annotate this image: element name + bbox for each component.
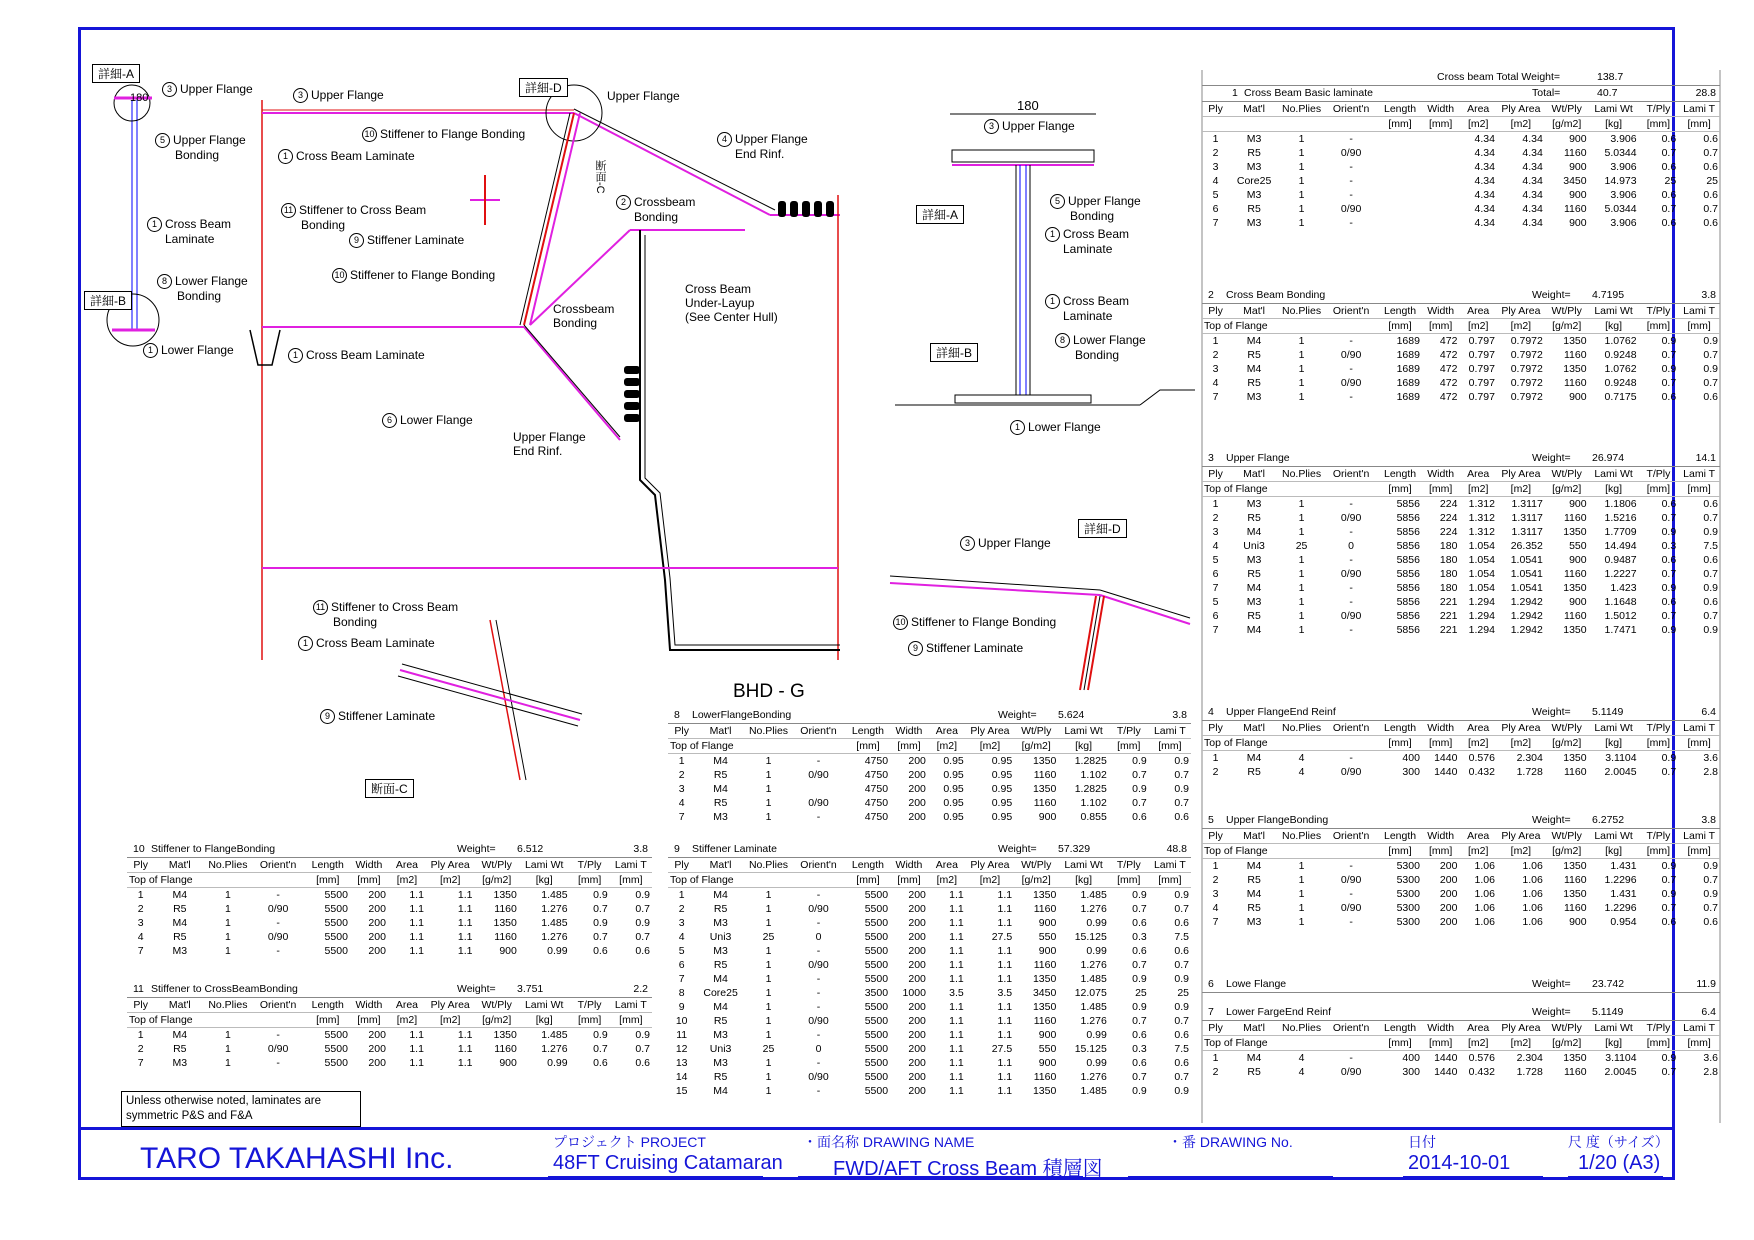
table-row: 2 R5 1 0/90 5500 200 1.1 1.1 1160 1.276 0.7 0.7	[137, 1043, 650, 1055]
label-upper-flange-d: 3 Upper Flange	[960, 536, 1051, 551]
detail-a-tag: 詳細-A	[92, 64, 140, 83]
table-row: 9 M4 1 - 5500 200 1.1 1.1 1350 1.485 0.9 0.9	[678, 1001, 1189, 1013]
main-section-drawing	[250, 85, 840, 660]
table-upper-flange	[1202, 451, 1720, 637]
label-cross-beam-laminate-2: 1 Cross Beam Laminate	[288, 348, 425, 363]
label-cross-beam-laminate-a: 1 Cross Beam Laminate	[147, 217, 231, 246]
label-stiffener-to-cross-1: 11 Stiffener to Cross Beam Bonding	[281, 203, 426, 232]
table-row: 7 M4 1 - 5856 180 1.054 1.0541 1350 1.423 0.9 0.9	[1212, 582, 1718, 594]
table-row: 5 M3 1 - 5500 200 1.1 1.1 900 0.99 0.6 0.6	[678, 945, 1189, 957]
header-row: Ply Mat'l No.Plies Orient'n Length Width Area Ply Area Wt/Ply Lami Wt T/Ply Lami T	[1202, 829, 1720, 844]
detail-d-tag-main: 詳細-D	[519, 78, 568, 97]
table-title-row: 6 Lowe Flange Weight= 23.742 11.9	[1202, 977, 1720, 993]
table-stiffener-laminate	[668, 842, 1191, 1098]
scale-label: 尺 度（サイズ）	[1568, 1134, 1669, 1150]
label-upper-flange-end: 4 Upper Flange End Rinf.	[717, 132, 808, 161]
table-upper-flange-bonding	[1202, 813, 1720, 929]
detail-b-tag-ibeam: 詳細-B	[930, 343, 978, 362]
header-row: Ply Mat'l No.Plies Orient'n Length Width Area Ply Area Wt/Ply Lami Wt T/Ply Lami T	[1202, 1021, 1720, 1036]
table-title-row: 2 Cross Beam Bonding Weight= 4.7195 3.8	[1202, 288, 1720, 304]
label-cross-beam-laminate-1: 1 Cross Beam Laminate	[278, 149, 415, 164]
table-row: 2 R5 1 0/90 1689 472 0.797 0.7972 1160 0.9248 0.7 0.7	[1212, 349, 1718, 361]
table-row: 5 M3 1 - 4.34 4.34 900 3.906 0.6 0.6	[1212, 189, 1718, 201]
label-cross-beam-laminate-3: 1 Cross Beam Laminate	[298, 636, 435, 651]
label-upper-flange-a: 3 Upper Flange	[162, 82, 253, 97]
table-row: 2 R5 1 0/90 5856 224 1.312 1.3117 1160 1.5216 0.7 0.7	[1212, 512, 1718, 524]
drawing-name-label: ・面名称 DRAWING NAME	[803, 1134, 975, 1150]
label-crossbeam-bonding-2: Crossbeam Bonding	[553, 302, 615, 330]
table-row: 7 M3 1 - 5500 200 1.1 1.1 900 0.99 0.6 0.6	[137, 945, 650, 957]
general-note: Unless otherwise noted, laminates are symmetric P&S and F&A	[121, 1091, 361, 1127]
label-upper-flange-main: 3 Upper Flange	[293, 88, 384, 103]
table-row: 13 M3 1 - 5500 200 1.1 1.1 900 0.99 0.6 0.6	[675, 1057, 1189, 1069]
table-row: 4 Uni3 25 0 5856 180 1.054 26.352 550 14.494 0.3 7.5	[1212, 540, 1718, 552]
unit-row: Top of Flange [mm] [mm] [m2] [m2] [g/m2] [kg] [mm] [mm]	[1202, 736, 1720, 751]
table-row: 1 M3 1 - 4.34 4.34 900 3.906 0.6 0.6	[1212, 133, 1718, 145]
table-lower-flange-bonding	[668, 708, 1191, 824]
table-row: 2 R5 4 0/90 300 1440 0.432 1.728 1160 2.0045 0.7 2.8	[1212, 766, 1718, 778]
table-row: 2 R5 4 0/90 300 1440 0.432 1.728 1160 2.0045 0.7 2.8	[1212, 1066, 1718, 1078]
table-row: 3 M4 1 - 5856 224 1.312 1.3117 1350 1.7709 0.9 0.9	[1212, 526, 1718, 538]
label-lower-flange-a: 1 Lower Flange	[143, 343, 234, 358]
table-row: 6 R5 1 0/90 5856 180 1.054 1.0541 1160 1.2227 0.7 0.7	[1212, 568, 1718, 580]
detail-d-tag: 詳細-D	[1078, 519, 1127, 538]
label-cross-beam-ibeam-1: 1 Cross Beam Laminate	[1045, 227, 1129, 256]
table-row: 7 M4 1 - 5500 200 1.1 1.1 1350 1.485 0.9 0.9	[678, 973, 1189, 985]
label-lower-flange-bonding-a: 8 Lower Flange Bonding	[157, 274, 248, 303]
bhd-title: BHD - G	[733, 681, 805, 702]
table-row: 7 M3 1 - 1689 472 0.797 0.7972 900 0.7175 0.6 0.6	[1212, 391, 1718, 403]
table-row: 2 R5 1 0/90 5300 200 1.06 1.06 1160 1.2296 0.7 0.7	[1212, 874, 1718, 886]
laminate-table	[1202, 467, 1720, 637]
table-row: 11 M3 1 - 5500 200 1.1 1.1 900 0.99 0.6 0.6	[676, 1029, 1189, 1041]
laminate-table	[127, 858, 652, 958]
laminate-table	[1202, 1021, 1720, 1079]
unit-row: Top of Flange [mm] [mm] [m2] [m2] [g/m2] [kg] [mm] [mm]	[1202, 482, 1720, 497]
table-row: 1 M4 1 - 5500 200 1.1 1.1 1350 1.485 0.9 0.9	[137, 889, 650, 901]
table-row: 1 M4 4 - 400 1440 0.576 2.304 1350 3.1104 0.9 3.6	[1212, 752, 1718, 764]
table-row: 7 M3 1 - 5500 200 1.1 1.1 900 0.99 0.6 0.6	[137, 1057, 650, 1069]
label-stiffener-laminate-d: 9 Stiffener Laminate	[908, 641, 1023, 656]
table-row: 14 R5 1 0/90 5500 200 1.1 1.1 1160 1.276 0.7 0.7	[675, 1071, 1189, 1083]
table-title-row: 3 Upper Flange Weight= 26.974 14.1	[1202, 451, 1720, 467]
table-row: 1 M4 1 - 5500 200 1.1 1.1 1350 1.485 0.9 0.9	[137, 1029, 650, 1041]
table-title-row: 8 LowerFlangeBonding Weight= 5.624 3.8	[668, 708, 1191, 724]
table-row: 6 R5 1 0/90 5500 200 1.1 1.1 1160 1.276 0.7 0.7	[678, 959, 1189, 971]
table-row: 7 M3 1 - 4750 200 0.95 0.95 900 0.855 0.6 0.6	[678, 811, 1189, 823]
project-name: 48FT Cruising Catamaran	[553, 1152, 783, 1174]
table-row: 6 R5 1 0/90 4.34 4.34 1160 5.0344 0.7 0.7	[1212, 203, 1718, 215]
table-row: 3 M3 1 - 5500 200 1.1 1.1 900 0.99 0.6 0.6	[678, 917, 1189, 929]
laminate-table	[668, 858, 1191, 1098]
detail-a-tag-ibeam: 詳細-A	[916, 205, 964, 224]
table-row: 2 R5 1 0/90 5500 200 1.1 1.1 1160 1.276 0.7 0.7	[137, 903, 650, 915]
table-title-row: 4 Upper FlangeEnd Reinf Weight= 5.1149 6.4	[1202, 705, 1720, 721]
dim-180-ibeam: 180	[1017, 98, 1039, 113]
label-upper-flange-bonding-ibeam: 5 Upper Flange Bonding	[1050, 194, 1141, 223]
table-lower-flange	[1202, 977, 1720, 993]
table-row: 1 M4 4 - 400 1440 0.576 2.304 1350 3.1104 0.9 3.6	[1212, 1052, 1718, 1064]
label-stiffener-to-flange-2: 10 Stiffener to Flange Bonding	[332, 268, 495, 283]
laminate-table	[668, 724, 1191, 824]
table-head-total: Cross beam Total Weight= 138.7	[1202, 70, 1720, 86]
table-lower-flange-end-reinf	[1202, 1005, 1720, 1079]
table-cross-beam-basic	[1202, 70, 1720, 230]
table-title-row: 9 Stiffener Laminate Weight= 57.329 48.8	[668, 842, 1191, 858]
drawing-scale: 1/20 (A3)	[1578, 1152, 1661, 1174]
table-row: 1 M3 1 - 5856 224 1.312 1.3117 900 1.1806 0.6 0.6	[1212, 498, 1718, 510]
table-row: 1 M4 1 - 1689 472 0.797 0.7972 1350 1.0762 0.9 0.9	[1212, 335, 1718, 347]
header-row: Ply Mat'l No.Plies Orient'n Length Width Area Ply Area Wt/Ply Lami Wt T/Ply Lami T	[1202, 304, 1720, 319]
table-row: 8 Core25 1 - 3500 1000 3.5 3.5 3450 12.075 25 25	[678, 987, 1189, 999]
label-stiffener-to-cross-2: 11 Stiffener to Cross Beam Bonding	[313, 600, 458, 629]
table-row: 3 M4 1 - 1689 472 0.797 0.7972 1350 1.0762 0.9 0.9	[1212, 363, 1718, 375]
header-row: Ply Mat'l No.Plies Orient'n Length Width Area Ply Area Wt/Ply Lami Wt T/Ply Lami T	[1202, 102, 1720, 117]
table-title-row: 10 Stiffener to FlangeBonding Weight= 6.512 3.8	[127, 842, 652, 858]
date-label: 日付	[1408, 1134, 1436, 1150]
table-title-row: 11 Stiffener to CrossBeamBonding Weight= 3.751 2.2	[127, 982, 652, 998]
table-stiffener-to-crossbeam-bonding	[127, 982, 652, 1070]
header-row: Ply Mat'l No.Plies Orient'n Length Width Area Ply Area Wt/Ply Lami Wt T/Ply Lami T	[1202, 721, 1720, 736]
header-row: Ply Mat'l No.Plies Orient'n Length Width Area Ply Area Wt/Ply Lami Wt T/Ply Lami T	[668, 858, 1191, 873]
title-block	[78, 1127, 1675, 1180]
table-row: 1 M4 1 - 5300 200 1.06 1.06 1350 1.431 0.9 0.9	[1212, 860, 1718, 872]
label-lower-flange-ibeam: 1 Lower Flange	[1010, 420, 1101, 435]
section-c-tag: 断面-C	[365, 779, 414, 798]
unit-row: Top of Flange [mm] [mm] [m2] [m2] [g/m2] [kg] [mm] [mm]	[127, 873, 652, 888]
label-stiffener-to-flange-d: 10 Stiffener to Flange Bonding	[893, 615, 1056, 630]
table-row: 12 Uni3 25 0 5500 200 1.1 27.5 550 15.125 0.3 7.5	[675, 1043, 1189, 1055]
table-row: 7 M3 1 - 4.34 4.34 900 3.906 0.6 0.6	[1212, 217, 1718, 229]
laminate-table	[1202, 102, 1720, 230]
drawing-no-label: ・番 DRAWING No.	[1168, 1134, 1293, 1150]
detail-d-drawing	[890, 576, 1190, 690]
table-row: 5 M3 1 - 5856 180 1.054 1.0541 900 0.9487 0.6 0.6	[1212, 554, 1718, 566]
table-row: 4 R5 1 0/90 5300 200 1.06 1.06 1160 1.2296 0.7 0.7	[1212, 902, 1718, 914]
label-lower-flange-bonding-ibeam: 8 Lower Flange Bonding	[1055, 333, 1146, 362]
table-row: 15 M4 1 - 5500 200 1.1 1.1 1350 1.485 0.9 0.9	[675, 1085, 1189, 1097]
label-cross-beam-ibeam-2: 1 Cross Beam Laminate	[1045, 294, 1129, 323]
label-under-layup: Cross Beam Under-Layup (See Center Hull)	[685, 282, 778, 324]
label-lower-flange-main: 6 Lower Flange	[382, 413, 473, 428]
table-row: 7 M4 1 - 5856 221 1.294 1.2942 1350 1.7471 0.9 0.9	[1212, 624, 1718, 636]
table-stiffener-to-flange-bonding	[127, 842, 652, 958]
table-row: 2 R5 1 0/90 4.34 4.34 1160 5.0344 0.7 0.7	[1212, 147, 1718, 159]
label-upper-flange-bonding-a: 5 Upper Flange Bonding	[155, 133, 246, 162]
label-stiffener-to-flange-1: 10 Stiffener to Flange Bonding	[362, 127, 525, 142]
company-name: TARO TAKAHASHI Inc.	[140, 1142, 454, 1175]
table-upper-flange-end-reinf	[1202, 705, 1720, 779]
label-upper-flange-ibeam: 3 Upper Flange	[984, 119, 1075, 134]
table-row: 4 R5 1 0/90 5500 200 1.1 1.1 1160 1.276 0.7 0.7	[137, 931, 650, 943]
project-label: プロジェクト PROJECT	[553, 1134, 706, 1150]
section-c-marker: 断面-C	[594, 160, 606, 194]
table-row: 2 R5 1 0/90 4750 200 0.95 0.95 1160 1.102 0.7 0.7	[678, 769, 1189, 781]
table-row: 5 M3 1 - 5856 221 1.294 1.2942 900 1.1648 0.6 0.6	[1212, 596, 1718, 608]
drawing-name: FWD/AFT Cross Beam 積層図	[833, 1158, 1103, 1180]
laminate-table	[1202, 721, 1720, 779]
table-row: 4 R5 1 0/90 1689 472 0.797 0.7972 1160 0.9248 0.7 0.7	[1212, 377, 1718, 389]
unit-row: Top of Flange [mm] [mm] [m2] [m2] [g/m2] [kg] [mm] [mm]	[668, 739, 1191, 754]
table-row: 4 Core25 1 - 4.34 4.34 3450 14.973 25 25	[1212, 175, 1718, 187]
unit-row: Top of Flange [mm] [mm] [m2] [m2] [g/m2] [kg] [mm] [mm]	[127, 1013, 652, 1028]
table-row: 1 M4 1 - 4750 200 0.95 0.95 1350 1.2825 0.9 0.9	[678, 755, 1189, 767]
table-row: 3 M3 1 - 4.34 4.34 900 3.906 0.6 0.6	[1212, 161, 1718, 173]
table-row: 1 M4 1 - 5500 200 1.1 1.1 1350 1.485 0.9 0.9	[678, 889, 1189, 901]
label-stiffener-laminate-2: 9 Stiffener Laminate	[320, 709, 435, 724]
table-cross-beam-bonding	[1202, 288, 1720, 404]
header-row: Ply Mat'l No.Plies Orient'n Length Width Area Ply Area Wt/Ply Lami Wt T/Ply Lami T	[127, 998, 652, 1013]
table-row: 4 Uni3 25 0 5500 200 1.1 27.5 550 15.125 0.3 7.5	[678, 931, 1189, 943]
table-title-row: 1 Cross Beam Basic laminate Total= 40.7 28.8	[1202, 86, 1720, 102]
laminate-table	[127, 998, 652, 1070]
table-row: 3 M4 1 - 5500 200 1.1 1.1 1350 1.485 0.9 0.9	[137, 917, 650, 929]
detail-b-tag: 詳細-B	[84, 291, 132, 310]
header-row: Ply Mat'l No.Plies Orient'n Length Width Area Ply Area Wt/Ply Lami Wt T/Ply Lami T	[668, 724, 1191, 739]
unit-row: [mm] [mm] [m2] [m2] [g/m2] [kg] [mm] [mm]	[1202, 117, 1720, 132]
drawing-date: 2014-10-01	[1408, 1152, 1511, 1174]
laminate-table	[1202, 304, 1720, 404]
header-row: Ply Mat'l No.Plies Orient'n Length Width Area Ply Area Wt/Ply Lami Wt T/Ply Lami T	[1202, 467, 1720, 482]
label-upper-flange-top: Upper Flange	[607, 89, 680, 103]
table-title-row: 7 Lower FargeEnd Reinf Weight= 5.1149 6.4	[1202, 1005, 1720, 1021]
label-stiffener-laminate-1: 9 Stiffener Laminate	[349, 233, 464, 248]
laminate-table	[1202, 829, 1720, 929]
unit-row: Top of Flange [mm] [mm] [m2] [m2] [g/m2] [kg] [mm] [mm]	[668, 873, 1191, 888]
table-row: 3 M4 1 4750 200 0.95 0.95 1350 1.2825 0.9 0.9	[678, 783, 1189, 795]
table-row: 10 R5 1 0/90 5500 200 1.1 1.1 1160 1.276 0.7 0.7	[675, 1015, 1189, 1027]
header-row: Ply Mat'l No.Plies Orient'n Length Width Area Ply Area Wt/Ply Lami Wt T/Ply Lami T	[127, 858, 652, 873]
table-row: 4 R5 1 0/90 4750 200 0.95 0.95 1160 1.102 0.7 0.7	[678, 797, 1189, 809]
table-row: 2 R5 1 0/90 5500 200 1.1 1.1 1160 1.276 0.7 0.7	[678, 903, 1189, 915]
label-upper-flange-end-2: Upper Flange End Rinf.	[513, 430, 586, 458]
table-row: 7 M3 1 - 5300 200 1.06 1.06 900 0.954 0.6 0.6	[1212, 916, 1718, 928]
dim-180-label: 180	[130, 92, 149, 104]
table-title-row: 5 Upper FlangeBonding Weight= 6.2752 3.8	[1202, 813, 1720, 829]
table-row: 3 M4 1 - 5300 200 1.06 1.06 1350 1.431 0.9 0.9	[1212, 888, 1718, 900]
label-crossbeam-bonding-1: 2 Crossbeam Bonding	[616, 195, 695, 224]
unit-row: Top of Flange [mm] [mm] [m2] [m2] [g/m2] [kg] [mm] [mm]	[1202, 844, 1720, 859]
unit-row: Top of Flange [mm] [mm] [m2] [m2] [g/m2] [kg] [mm] [mm]	[1202, 319, 1720, 334]
unit-row: Top of Flange [mm] [mm] [m2] [m2] [g/m2] [kg] [mm] [mm]	[1202, 1036, 1720, 1051]
table-row: 6 R5 1 0/90 5856 221 1.294 1.2942 1160 1.5012 0.7 0.7	[1212, 610, 1718, 622]
